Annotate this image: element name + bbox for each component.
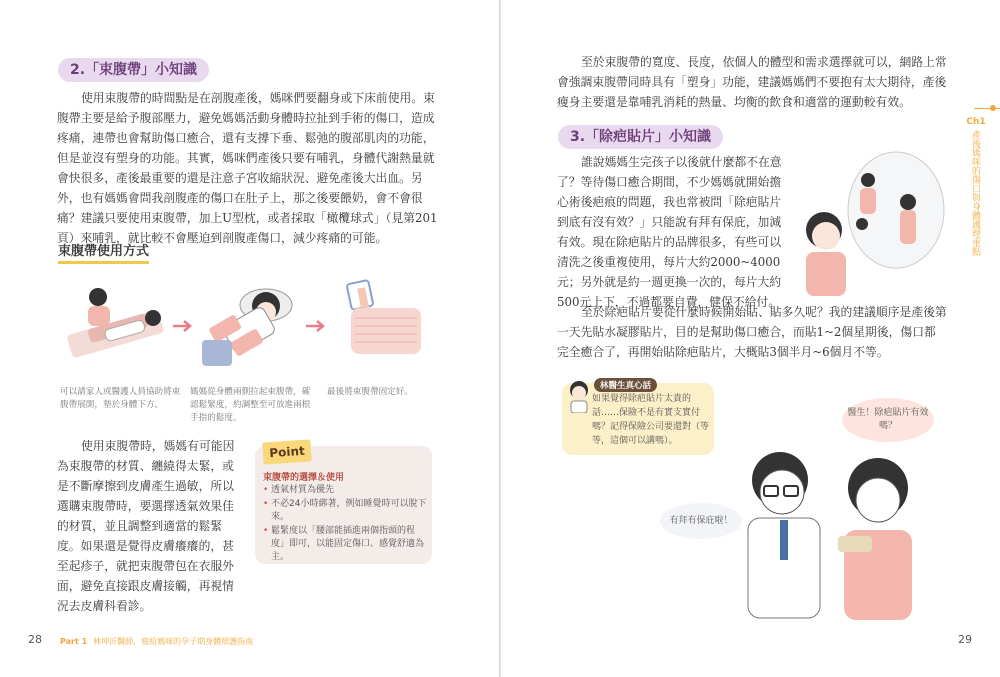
subsection-title-binder-usage: 束腹帶使用方式: [58, 240, 149, 264]
illustration-mother-thinking: [796, 150, 946, 300]
footer-book-title: 林坤沂醫師，寫給媽咪的孕子期身體照護指南: [93, 637, 254, 646]
chapter-tab-dot: [990, 105, 996, 111]
chapter-number: Ch1: [966, 117, 986, 127]
caption-step1: 可以請家人或醫護人員協助將束腹帶展開，墊於身體下方。: [60, 387, 181, 410]
point-title: 束腹帶的選擇＆使用: [263, 473, 345, 483]
arrow-right-icon: [173, 319, 195, 333]
chapter-tab-line: [974, 108, 1000, 109]
section-heading-2: 2.「束腹帶」小知識: [58, 58, 209, 82]
point-list: [263, 484, 428, 565]
point-item: • 鬆緊度以「腰部能插進兩個指頭的程度」即可，以能固定傷口、感覺舒適為主。: [263, 525, 428, 564]
illustration-doctor-and-mother: [738, 440, 938, 620]
chapter-tab: [966, 117, 986, 256]
section-heading-3: 3.「除疤貼片」小知識: [558, 125, 723, 149]
footer-part-label: Part 1: [60, 637, 88, 646]
paragraph-binder-size: 至於束腹帶的寬度、長度，依個人的體型和需求選擇就可以，網路上常會強調束腹帶同時具有「塑身」功能，建議媽媽們不要抱有太大期待，產後瘦身主要還是靠哺乳消耗的熱量、均衡的飲食和適當的運動較有效。: [557, 55, 947, 109]
illustration-step2: [196, 280, 304, 370]
doctor-note-text: 如果覺得除疤貼片太貴的話……保險不是有實支實付嗎？記得保險公司要還對（等等，這個可以講嗎）。: [592, 394, 710, 446]
caption-step2: 媽媽從身體兩側拉起束腹帶，確認鬆緊度，約調整至可放進兩根手指的鬆度。: [190, 387, 311, 423]
illustration-step1: [60, 282, 170, 364]
paragraph-patch-timing: 至於除疤貼片要從什麼時候開始貼、貼多久呢？我的建議順序是產後第一天先貼水凝膠貼片，目的是幫助傷口癒合，而貼1~2個星期後，傷口都完全癒合了，再開始貼除疤貼片，大概貼3個半月~6個月不等。: [557, 305, 947, 359]
chapter-title: 產後媽咪的傷口與身體護理重點: [970, 130, 980, 256]
point-item: • 透氣材質為優先: [263, 484, 428, 497]
footer-running-head: [60, 636, 253, 647]
page-number-right: 29: [958, 633, 972, 646]
doctor-note-title: 林醫生真心話: [594, 378, 657, 392]
point-item: • 不必24小時綁著，例如睡覺時可以脫下來。: [263, 498, 428, 524]
arrow-right-icon: [306, 319, 328, 333]
point-tag: Point: [262, 439, 311, 464]
page-number-left: 28: [28, 633, 42, 646]
doctor-avatar-icon: [566, 379, 592, 413]
paragraph-binder-timing: 使用束腹帶的時間點是在剖腹產後，媽咪們要翻身或下床前使用。束腹帶主要是給予腹部壓力，避免媽媽活動身體時拉扯到手術的傷口，造成疼痛，連帶也會幫助傷口癒合，還有支撐下垂、鬆弛的腹部肌肉的功能，但是並沒有塑身的功能。其實，媽咪們產後只要有哺乳，身體代謝熱量就會快很多，產後最重要的還是注意子宮收縮狀況、避免產後大出血。另外，也有媽媽會問我剖腹產的傷口在肚子上，那之後要餵奶，會不會很痛？建議只要使用束腹帶，加上U型枕，或者採取「橄欖球式」（見第201頁）來哺乳，就比較不會壓迫到剖腹產傷口，減少疼痛的可能。: [57, 91, 438, 245]
speech-bubble-woman: 醫生！除疤貼片有效嗎？: [842, 398, 934, 442]
paragraph-binder-allergy: 使用束腹帶時，媽媽有可能因為束腹帶的材質、纏繞得太緊，或是不斷摩擦到皮膚產生過敏，所以選購束腹帶時，要選擇透氣效果佳的材質，並且調整到適當的鬆緊度。如果還是覺得皮膚癢癢的，甚至起疹子，就把束腹帶包在衣服外面，避免直接跟皮膚接觸，再視情況去皮膚科看診。: [57, 439, 235, 613]
illustration-step3: [335, 278, 430, 374]
caption-step3: 最後將束腹帶固定好。: [327, 387, 413, 397]
speech-bubble-doctor: 有拜有保庇啦！: [660, 503, 742, 539]
paragraph-scar-patch: 誰說媽媽生完孩子以後就什麼都不在意了？等待傷口癒合期間，不少媽媽就開始擔心術後疤痕的問題，我也常被問「除疤貼片到底有沒有效？」只能說有拜有保庇，加減有效。現在除疤貼片的品牌很多，有些可以清洗之後重複使用，每片大約2000~4000元；另外就是約一週更換一次的，每片大約500元上下，不過都要自費，健保不給付。: [557, 155, 782, 309]
